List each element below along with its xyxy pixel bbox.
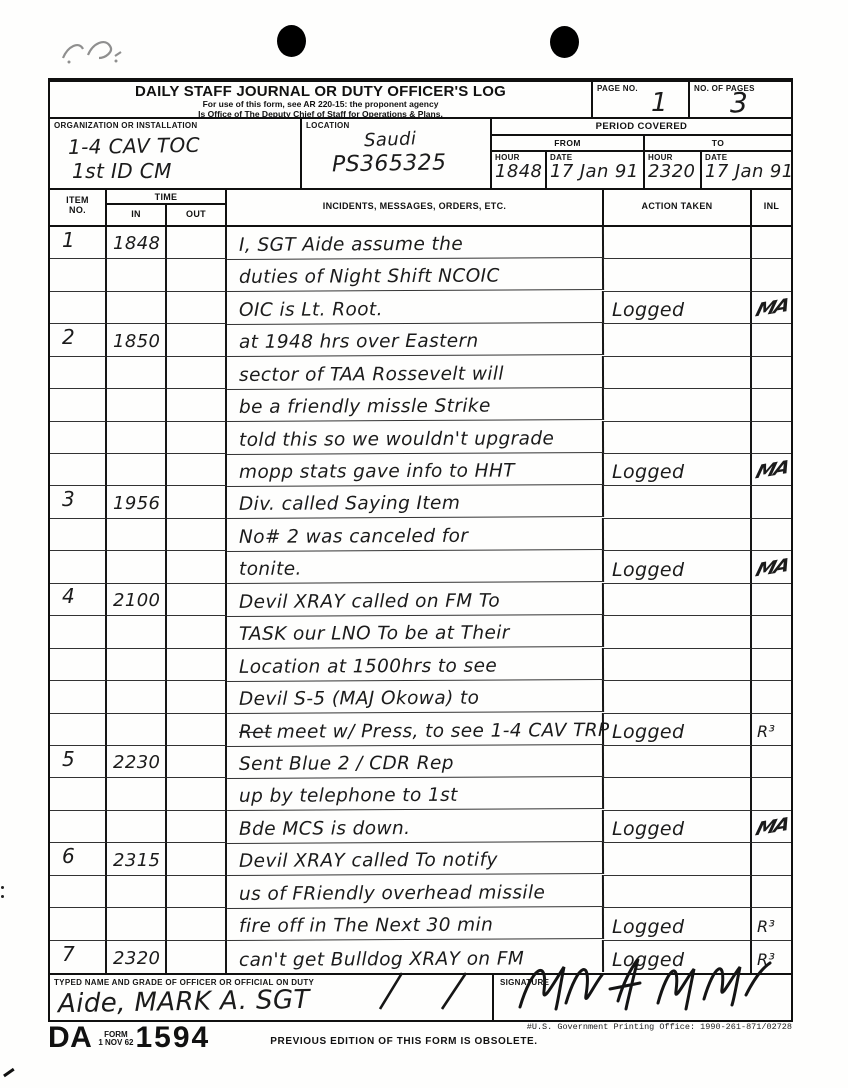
form-info-band: [50, 119, 794, 190]
form-number: 1594: [135, 1021, 211, 1054]
to-hour-cell: [645, 152, 702, 188]
no-of-pages-cell: [690, 82, 791, 117]
journal-initials: [752, 259, 791, 291]
name-signature-band: [50, 973, 791, 1020]
journal-action-taken: Logged: [604, 908, 752, 940]
journal-time-in: [107, 389, 167, 421]
journal-time-out: [167, 422, 227, 454]
journal-time-out: [167, 941, 227, 973]
journal-time-out: [167, 519, 227, 551]
journal-item-no: [50, 422, 107, 454]
journal-item-no: 2: [50, 324, 107, 356]
journal-time-in: 1848: [107, 227, 167, 259]
from-date-value: 17 Jan 91: [550, 161, 639, 182]
journal-initials: MA: [752, 292, 791, 324]
journal-action-taken: [604, 746, 752, 778]
time-in-label: IN: [107, 205, 167, 225]
typed-name-label: TYPED NAME AND GRADE OF OFFICER OR OFFICIAL ON DUTY: [54, 978, 315, 987]
journal-initials: [752, 389, 791, 421]
journal-time-in: [107, 551, 167, 583]
journal-entry-text: I, SGT Aide assume the: [227, 226, 604, 260]
journal-item-no: 7: [50, 941, 107, 973]
da-form-1594: [48, 78, 793, 1022]
journal-action-taken: [604, 486, 752, 518]
journal-time-out: [167, 746, 227, 778]
journal-entry-text: us of FRiendly overhead missile: [227, 875, 604, 909]
typed-name-value: Aide, MARK A. SGT: [57, 984, 311, 1020]
struck-out-word: Ret: [238, 721, 272, 743]
obsolete-note: PREVIOUS EDITION OF THIS FORM IS OBSOLETE.: [270, 1036, 538, 1047]
journal-time-out: [167, 616, 227, 648]
journal-time-out: [167, 259, 227, 291]
to-hour-value: 2320: [648, 161, 696, 182]
column-header-time: [107, 190, 227, 225]
journal-initials: R³: [752, 908, 791, 940]
journal-item-no: [50, 292, 107, 324]
organization-cell: [50, 119, 302, 188]
location-value-line1: Saudi: [363, 128, 417, 152]
journal-entry-text: can't get Bulldog XRAY on FM: [227, 940, 604, 974]
journal-action-taken: Logged: [604, 714, 752, 746]
journal-time-in: [107, 259, 167, 291]
period-covered-cell: [492, 119, 794, 188]
journal-item-no: [50, 649, 107, 681]
item-label: ITEM: [66, 195, 89, 205]
journal-time-out: [167, 292, 227, 324]
journal-entry-text: Devil S-5 (MAJ Okowa) to: [227, 680, 604, 714]
journal-item-no: 3: [50, 486, 107, 518]
journal-item-no: [50, 454, 107, 486]
period-from-to-row: [492, 136, 791, 152]
from-date-label: DATE: [550, 153, 573, 162]
form-subtitle-line2: Is Office of The Deputy Chief of Staff for Operations & Plans.: [198, 108, 443, 119]
journal-column-headers: [50, 190, 791, 227]
to-date-cell: [702, 152, 794, 188]
journal-action-taken: Logged: [604, 551, 752, 583]
no-of-pages-value: 3: [730, 86, 749, 119]
period-hour-date-row: [492, 152, 794, 188]
journal-time-in: 2315: [107, 843, 167, 875]
journal-entry-text: tonite.: [227, 550, 604, 584]
journal-entry-text: at 1948 hrs over Eastern: [227, 323, 604, 357]
journal-initials: [752, 486, 791, 518]
journal-time-in: [107, 616, 167, 648]
journal-time-in: [107, 422, 167, 454]
form-title-cell: [50, 82, 593, 117]
journal-item-no: 1: [50, 227, 107, 259]
journal-time-out: [167, 389, 227, 421]
journal-time-out: [167, 584, 227, 616]
printing-office-note: #U.S. Government Printing Office: 1990-261-871/02728: [526, 1022, 792, 1032]
from-hour-value: 1848: [495, 161, 543, 182]
period-to-label: TO: [711, 138, 725, 148]
location-cell: [302, 119, 492, 188]
organization-value-line1: 1-4 CAV TOC: [67, 132, 201, 160]
journal-time-in: 1956: [107, 486, 167, 518]
journal-time-in: [107, 357, 167, 389]
column-header-item-no: [50, 190, 107, 225]
journal-action-taken: [604, 616, 752, 648]
journal-initials: [752, 778, 791, 810]
location-value-line2: PS365325: [331, 150, 447, 178]
location-label: LOCATION: [306, 121, 350, 130]
time-out-label: OUT: [186, 209, 206, 219]
scan-artifact: [1, 886, 5, 902]
journal-initials: MA: [752, 551, 791, 583]
journal-item-no: [50, 389, 107, 421]
journal-time-out: [167, 454, 227, 486]
no-label: NO.: [69, 205, 86, 215]
journal-action-taken: [604, 584, 752, 616]
journal-entry-text: duties of Night Shift NCOIC: [227, 258, 604, 292]
journal-time-in: [107, 908, 167, 940]
page-no-cell: [593, 82, 690, 117]
from-date-cell: [547, 152, 645, 188]
journal-initials: [752, 649, 791, 681]
journal-action-taken: [604, 519, 752, 551]
journal-time-in: [107, 519, 167, 551]
journal-time-in: 2320: [107, 941, 167, 973]
journal-entry-text: Bde MCS is down.: [227, 810, 604, 844]
journal-item-no: [50, 876, 107, 908]
journal-initials: [752, 681, 791, 713]
journal-time-in: 2100: [107, 584, 167, 616]
journal-time-out: [167, 357, 227, 389]
signature-scribble: [506, 945, 786, 1019]
journal-initials: [752, 519, 791, 551]
journal-time-out: [167, 843, 227, 875]
journal-initials: [752, 357, 791, 389]
journal-action-taken: [604, 389, 752, 421]
journal-item-no: [50, 681, 107, 713]
journal-time-out: [167, 681, 227, 713]
form-label: FORM: [104, 1030, 128, 1039]
journal-initials: R³: [752, 714, 791, 746]
journal-entry-text: told this so we wouldn't upgrade: [227, 421, 604, 455]
journal-item-no: [50, 616, 107, 648]
journal-initials: MA: [752, 811, 791, 843]
pencil-smudge: [55, 26, 145, 71]
journal-action-taken: Logged: [604, 454, 752, 486]
journal-entry-text: Location at 1500hrs to see: [227, 648, 604, 682]
journal-action-taken: Logged: [604, 941, 752, 973]
journal-time-out: [167, 876, 227, 908]
journal-action-taken: [604, 649, 752, 681]
journal-time-in: 2230: [107, 746, 167, 778]
journal-item-no: [50, 551, 107, 583]
journal-time-in: [107, 811, 167, 843]
journal-action-taken: [604, 422, 752, 454]
journal-entry-text: mopp stats gave info to HHT: [227, 453, 604, 487]
journal-entry-text: Div. called Saying Item: [227, 485, 604, 519]
journal-time-out: [167, 811, 227, 843]
journal-item-no: [50, 357, 107, 389]
journal-time-in: [107, 454, 167, 486]
journal-time-out: [167, 551, 227, 583]
journal-initials: MA: [752, 454, 791, 486]
journal-action-taken: Logged: [604, 292, 752, 324]
period-covered-label: PERIOD COVERED: [492, 119, 791, 136]
journal-time-out: [167, 324, 227, 356]
journal-action-taken: [604, 357, 752, 389]
journal-action-taken: [604, 681, 752, 713]
journal-item-no: 5: [50, 746, 107, 778]
journal-item-no: [50, 519, 107, 551]
from-hour-label: HOUR: [495, 153, 520, 162]
journal-entry-text: Ret meet w/ Press, to see 1-4 CAV TRP: [227, 713, 604, 747]
journal-entry-text: TASK our LNO To be at Their: [227, 615, 604, 649]
journal-time-out: [167, 486, 227, 518]
journal-item-no: [50, 811, 107, 843]
signature-label: SIGNATURE: [500, 978, 550, 987]
journal-time-out: [167, 714, 227, 746]
time-label: TIME: [107, 190, 225, 205]
journal-grid: [50, 227, 791, 973]
period-from-label: FROM: [492, 136, 645, 150]
journal-action-taken: Logged: [604, 811, 752, 843]
journal-entry-text: Devil XRAY called To notify: [227, 842, 604, 876]
no-of-pages-label: NO. OF PAGES: [694, 84, 755, 93]
da-prefix: DA: [48, 1021, 93, 1054]
journal-initials: [752, 324, 791, 356]
journal-action-taken: [604, 778, 752, 810]
journal-item-no: [50, 908, 107, 940]
signature-cell: [494, 975, 791, 1020]
column-header-inl: INL: [763, 201, 780, 211]
journal-time-in: [107, 292, 167, 324]
journal-action-taken: [604, 259, 752, 291]
stray-pen-strokes: [362, 971, 482, 1011]
scan-artifact: [0, 1060, 15, 1078]
journal-initials: [752, 876, 791, 908]
journal-time-in: [107, 649, 167, 681]
journal-entry-text: up by telephone to 1st: [227, 777, 604, 811]
journal-time-in: [107, 876, 167, 908]
journal-entry-text: Sent Blue 2 / CDR Rep: [227, 745, 604, 779]
journal-action-taken: [604, 876, 752, 908]
journal-initials: [752, 227, 791, 259]
journal-time-in: [107, 681, 167, 713]
to-date-value: 17 Jan 91: [705, 161, 794, 182]
journal-entry-text: OIC is Lt. Root.: [227, 291, 604, 325]
form-edition-stack: [98, 1031, 133, 1047]
journal-time-in: [107, 714, 167, 746]
column-header-incidents: INCIDENTS, MESSAGES, ORDERS, ETC.: [227, 190, 604, 225]
journal-time-in: 1850: [107, 324, 167, 356]
journal-time-out: [167, 227, 227, 259]
to-hour-label: HOUR: [648, 153, 673, 162]
punch-hole: [550, 26, 579, 58]
form-date: 1 NOV 62: [98, 1038, 134, 1047]
column-header-action-taken: ACTION TAKEN: [604, 190, 752, 225]
typed-name-cell: [50, 975, 494, 1020]
journal-initials: R³: [757, 950, 776, 969]
form-footer: [48, 1021, 538, 1054]
journal-item-no: 4: [50, 584, 107, 616]
journal-action-taken: [604, 227, 752, 259]
journal-initials: [752, 746, 791, 778]
journal-entry-text: fire off in The Next 30 min: [227, 907, 604, 941]
journal-action-taken: [604, 324, 752, 356]
form-header: [50, 82, 791, 119]
journal-item-no: [50, 778, 107, 810]
journal-time-in: [107, 778, 167, 810]
journal-time-out: [167, 649, 227, 681]
journal-entry-text: be a friendly missle Strike: [227, 388, 604, 422]
journal-time-out: [167, 778, 227, 810]
journal-initials: [752, 584, 791, 616]
form-title: DAILY STAFF JOURNAL OR DUTY OFFICER'S LOG: [135, 83, 506, 100]
page-no-value: 1: [651, 88, 668, 118]
journal-time-out: [167, 908, 227, 940]
journal-initials: [752, 422, 791, 454]
journal-initials: [752, 843, 791, 875]
page-no-label: PAGE NO.: [597, 84, 638, 93]
journal-item-no: [50, 259, 107, 291]
from-hour-cell: [492, 152, 547, 188]
punch-hole: [277, 25, 306, 57]
journal-item-no: [50, 714, 107, 746]
organization-label: ORGANIZATION OR INSTALLATION: [54, 121, 198, 130]
organization-value-line2: 1st ID CM: [72, 159, 172, 183]
journal-entry-text: Devil XRAY called on FM To: [227, 583, 604, 617]
journal-entry-text: sector of TAA Rossevelt will: [227, 356, 604, 390]
journal-initials: [752, 616, 791, 648]
journal-action-taken: [604, 843, 752, 875]
to-date-label: DATE: [705, 153, 728, 162]
journal-entry-text: No# 2 was canceled for: [227, 518, 604, 552]
journal-item-no: 6: [50, 843, 107, 875]
form-subtitle-line1: For use of this form, see AR 220-15: the proponent agency: [202, 99, 439, 109]
